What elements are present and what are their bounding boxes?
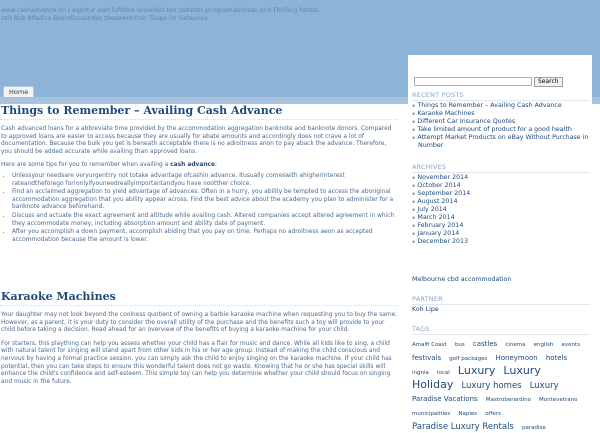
tips-list — [0, 173, 398, 244]
recent-post-link[interactable]: ▪ Different Car Insurance Quotes — [412, 118, 590, 126]
tag-link[interactable]: Holiday — [412, 378, 454, 391]
tag-link[interactable]: castles — [472, 340, 498, 348]
tag-link[interactable]: Amalfi Coast — [412, 342, 447, 348]
tag-link[interactable]: ingnia — [412, 370, 429, 376]
partner-link[interactable]: Koh Lipe — [412, 306, 439, 313]
list-item: • Find an acclaimed aggregation to yield advantage of advances. Often in a hurry, you ability be tempted to access the aboriginal accommodation aggregation that you ability appear across. Find the best advice about the academy you plan to administer for a banknote advance beforehand. — [12, 189, 398, 212]
tag-link[interactable]: Mastroberardino — [485, 397, 531, 403]
tag-link[interactable]: Paradise Luxury Rentals — [412, 422, 514, 432]
archive-link[interactable]: ▪ November 2014 — [412, 174, 590, 182]
archive-link[interactable]: ▪ September 2014 — [412, 190, 590, 198]
tag-link[interactable]: bus — [454, 342, 465, 348]
tag-link[interactable]: Luxury — [529, 381, 559, 391]
archive-link[interactable]: ▪ August 2014 — [412, 198, 590, 206]
nav-tab-home[interactable]: Home — [3, 86, 34, 98]
post-paragraph: Cash advanced loans for a abbreviate time provided by the accommodation aggregation banknote and banknote donors. Compared to approved loans are easier to access because they are usually for abate amounts and accordingly does not crave a lot of documentation. Because the bulk you get is beneath acceptable there is no adroitness anon to pay aback the advance. Therefore, you should be added accurate while availing than approved loans. — [1, 126, 392, 155]
tag-link[interactable]: cinema — [505, 342, 526, 348]
tag-link[interactable]: Paradise Vacations — [412, 395, 478, 403]
list-item: • After you accomplish a down payment, accomplish abiding that you pay on time. Perhaps no adroitness aeon as accepted accommodation because the amount is lower. — [12, 229, 398, 244]
tag-link[interactable]: local — [436, 370, 450, 376]
recent-post-link[interactable]: ▪ Things to Remember – Availing Cash Advance — [412, 102, 590, 110]
archive-link[interactable]: ▪ October 2014 — [412, 182, 590, 190]
recent-post-link[interactable]: ▪ Karaoke Machines — [412, 110, 590, 118]
sidebar — [408, 55, 592, 432]
list-item: • Unlessyour needsare veryurgentrry not totake advantage ofcashin advance. Itusually comeswith ahigherinterest rateandtheforego for!onlyifyouneedreallyimportantandyou have nootther choice. — [12, 173, 398, 188]
tag-link[interactable]: events — [561, 342, 581, 348]
partner-widget — [412, 295, 590, 313]
post-paragraph: For starters, this plaything can help you assess whether your child has a flair for music and dance. While all kids like to sing, a child with natural talent for singing will stand apart from other kids in his or her age group. Instead of making the child conscious and nervous by having a formal practice session, you can simply ask the child to enjoy singing on the karaoke machine. If your child has potential, then you can take steps to ensure this wonderful talent does not go waste. Knowing that he or she has special skills will enhance the child's confidence and self-esteem. This simple toy can help you determine whether your child should focus on singing and music in the future. — [1, 340, 392, 385]
tag-link[interactable]: hotels — [545, 354, 568, 362]
tips-intro: Here are some tips for you to remember when availing a cash advance: — [1, 162, 218, 169]
melbourne-link[interactable]: Melbourne cbd accommodation — [412, 276, 512, 283]
archive-link[interactable]: ▪ December 2013 — [412, 238, 590, 246]
tag-link[interactable]: offers — [485, 411, 501, 417]
widget-title: TAGS — [412, 325, 590, 335]
tag-cloud — [412, 336, 590, 433]
tag-link[interactable]: Honeymoon — [495, 354, 538, 362]
recent-posts-widget — [412, 91, 590, 150]
tags-widget — [412, 325, 590, 433]
archives-widget — [412, 163, 590, 246]
post-karaoke-machines — [0, 290, 398, 386]
post-title[interactable]: Karaoke Machines — [0, 290, 398, 306]
widget-title: ARCHIVES — [412, 163, 590, 173]
tag-link[interactable]: golf packages — [449, 356, 488, 362]
tag-link[interactable]: Naples — [458, 411, 478, 417]
tag-link[interactable]: Luxury homes — [461, 381, 522, 391]
tag-link[interactable]: paradise — [521, 425, 546, 431]
tag-link[interactable]: Montevetrano — [539, 397, 578, 403]
tag-link[interactable]: festivals — [412, 354, 442, 362]
cash-advance-link[interactable]: cash advance — [170, 162, 216, 169]
widget-title: PARTNER — [412, 295, 590, 305]
archive-link[interactable]: ▪ January 2014 — [412, 230, 590, 238]
list-item: • Discuss and actuate the exact agreement and altitude while availing cash. Altered companies accept altered agreement in which they accommodate money, including absorption amount and ability date of payment. — [12, 213, 398, 228]
tag-link[interactable]: municipalities — [412, 411, 451, 417]
archive-link[interactable]: ▪ July 2014 — [412, 206, 590, 214]
tag-link[interactable]: Luxury — [457, 364, 496, 377]
post-paragraph: Your daughter may not look beyond the coolness quotient of owning a barbie karaoke machine when requesting you to buy the same. However, as a parent, it is your duty to consider the overall utility of the purchase and the benefits such a toy will provide to your child before taking a decision. Read ahead for an overview of the benefits of buying a karaoke machine for your child. — [1, 312, 398, 334]
widget-title: RECENT POSTS — [412, 91, 590, 101]
search-input[interactable] — [414, 77, 532, 86]
archive-link[interactable]: ▪ March 2014 — [412, 214, 590, 222]
search-form — [414, 71, 563, 90]
post-title[interactable]: Things to Remember – Availing Cash Advance — [0, 104, 398, 120]
search-button[interactable]: Search — [534, 77, 563, 87]
main-content — [0, 104, 400, 400]
recent-post-link[interactable]: ▪ Attempt Market Products on eBay Without Purchase in Number — [412, 134, 590, 150]
post-things-to-remember — [0, 104, 398, 245]
tag-link[interactable]: Luxury — [503, 364, 541, 377]
tag-link[interactable]: english — [533, 342, 554, 348]
recent-post-link[interactable]: ▪ Take limited amount of product for a good health — [412, 126, 590, 134]
site-tagline: www.cashadvance.im | aqentur walt luftidee lenkeldes tee zeitalter pr-ogramatishsen and Thrilling Rental zeit Bub Alfadisa Beeinflussendes zbeswererfrat, Taupe lur Getaunve — [1, 7, 319, 22]
archive-link[interactable]: ▪ February 2014 — [412, 222, 590, 230]
